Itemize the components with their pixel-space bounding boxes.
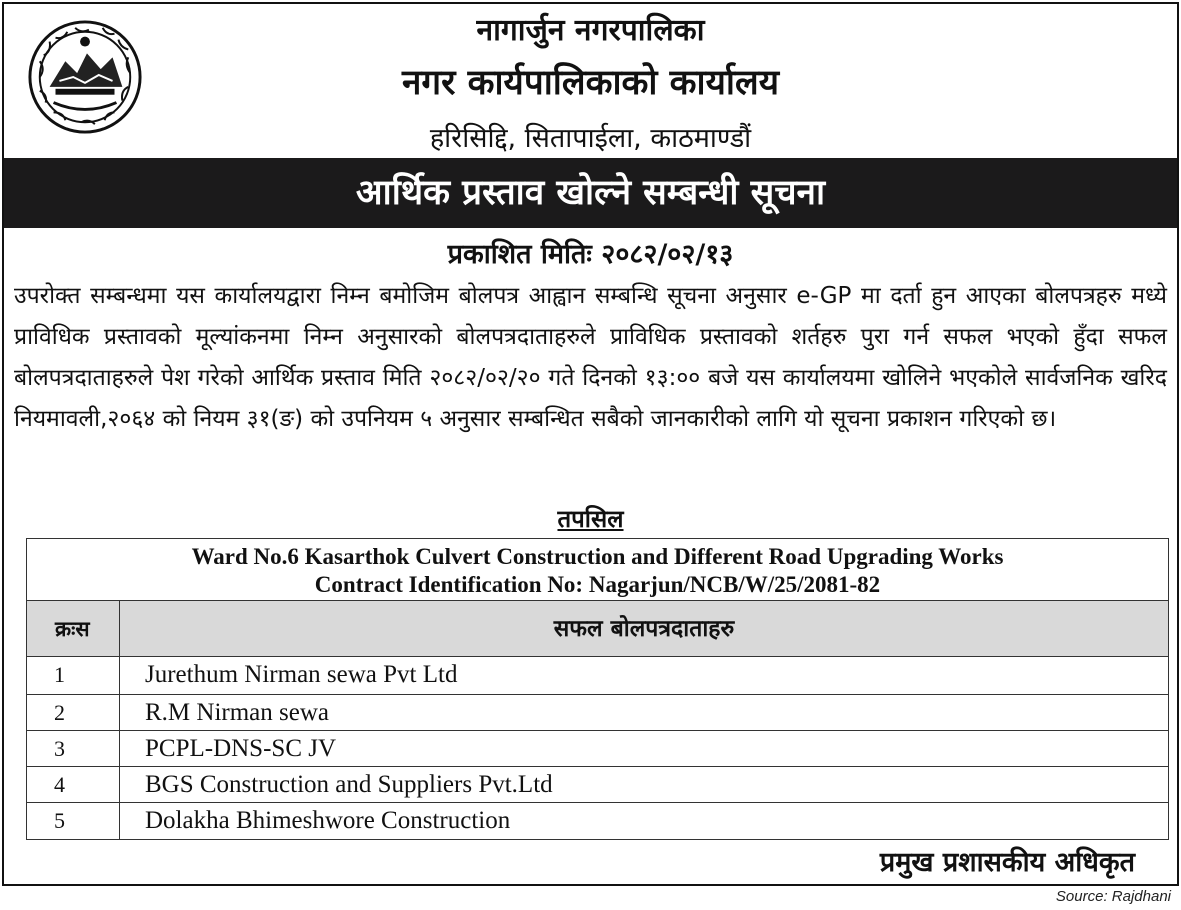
published-date-label: प्रकाशित मितिः: [447, 239, 592, 270]
row-sn: 1: [27, 657, 120, 694]
details-heading: [4, 502, 1177, 535]
municipality-name: नागार्जुन नगरपालिका: [476, 13, 705, 48]
table-row: [27, 695, 1168, 731]
contract-id: Contract Identification No: Nagarjun/NCB/W/25/2081-82: [314, 572, 881, 597]
table-row: [27, 657, 1168, 695]
row-sn: 5: [27, 803, 120, 839]
published-date-line: [4, 234, 1177, 271]
notice-frame: [2, 2, 1179, 886]
table-title-block: [27, 539, 1168, 601]
row-bidder-name: PCPL-DNS-SC JV: [145, 735, 337, 762]
row-bidder-name: R.M Nirman sewa: [145, 699, 329, 726]
office-address: हरिसिद्दि, सितापाईला, काठमाण्डौं: [429, 123, 752, 154]
table-row: [27, 767, 1168, 803]
published-date-value: २०८२/०२/१३: [601, 239, 734, 270]
row-bidder-name: BGS Construction and Suppliers Pvt.Ltd: [145, 771, 553, 798]
notice-body: उपरोक्त सम्बन्धमा यस कार्यालयद्वारा निम्न बमोजिम बोलपत्र आह्वान सम्बन्धि सूचना अनुसार e-GP मा दर्ता हुन आएका बोलपत्रहरु मध्ये प्राविधिक प्रस्तावको मूल्यांकनमा निम्न अनुसारको बोलपत्रदाताहरुले प्राविधिक प्रस्तावको शर्तहरु पुरा गर्न सफल भएको हुँदा सफल बोलपत्रदाताहरुले पेश गरेको आर्थिक प्रस्ताव मिति २०८२/०२/२० गते दिनको १३:०० बजे यस कार्यालयमा खोलिने भएकोले सार्वजनिक खरिद नियमावली,२०६४ को नियम ३१(ङ) को उपनियम ५ अनुसार सम्बन्धित सबैको जानकारीको लागि यो सूचना प्रकाशन गरिएको छ।: [14, 283, 1167, 432]
row-bidder-name: Jurethum Nirman sewa Pvt Ltd: [145, 661, 458, 688]
row-sn: 2: [27, 695, 120, 730]
table-header-row: [27, 601, 1168, 657]
details-heading-text: तपसिल: [557, 505, 624, 533]
column-header-sn: क्रःस: [27, 601, 120, 656]
notice-title-banner: आर्थिक प्रस्ताव खोल्ने सम्बन्धी सूचना: [4, 158, 1177, 228]
source-credit: Source: Rajdhani: [1055, 888, 1171, 905]
table-row: [27, 803, 1168, 839]
row-sn: 4: [27, 767, 120, 802]
notice-header: [4, 4, 1177, 158]
table-row: [27, 731, 1168, 767]
office-name: नगर कार्यपालिकाको कार्यालय: [401, 63, 780, 103]
row-bidder-name: Dolakha Bhimeshwore Construction: [145, 807, 511, 834]
project-title: Ward No.6 Kasarthok Culvert Construction and Different Road Upgrading Works: [191, 544, 1004, 569]
row-sn: 3: [27, 731, 120, 766]
signatory: प्रमुख प्रशासकीय अधिकृत: [879, 847, 1135, 878]
column-header-bidders: सफल बोलपत्रदाताहरु: [553, 616, 735, 642]
bidders-table: [26, 538, 1169, 840]
